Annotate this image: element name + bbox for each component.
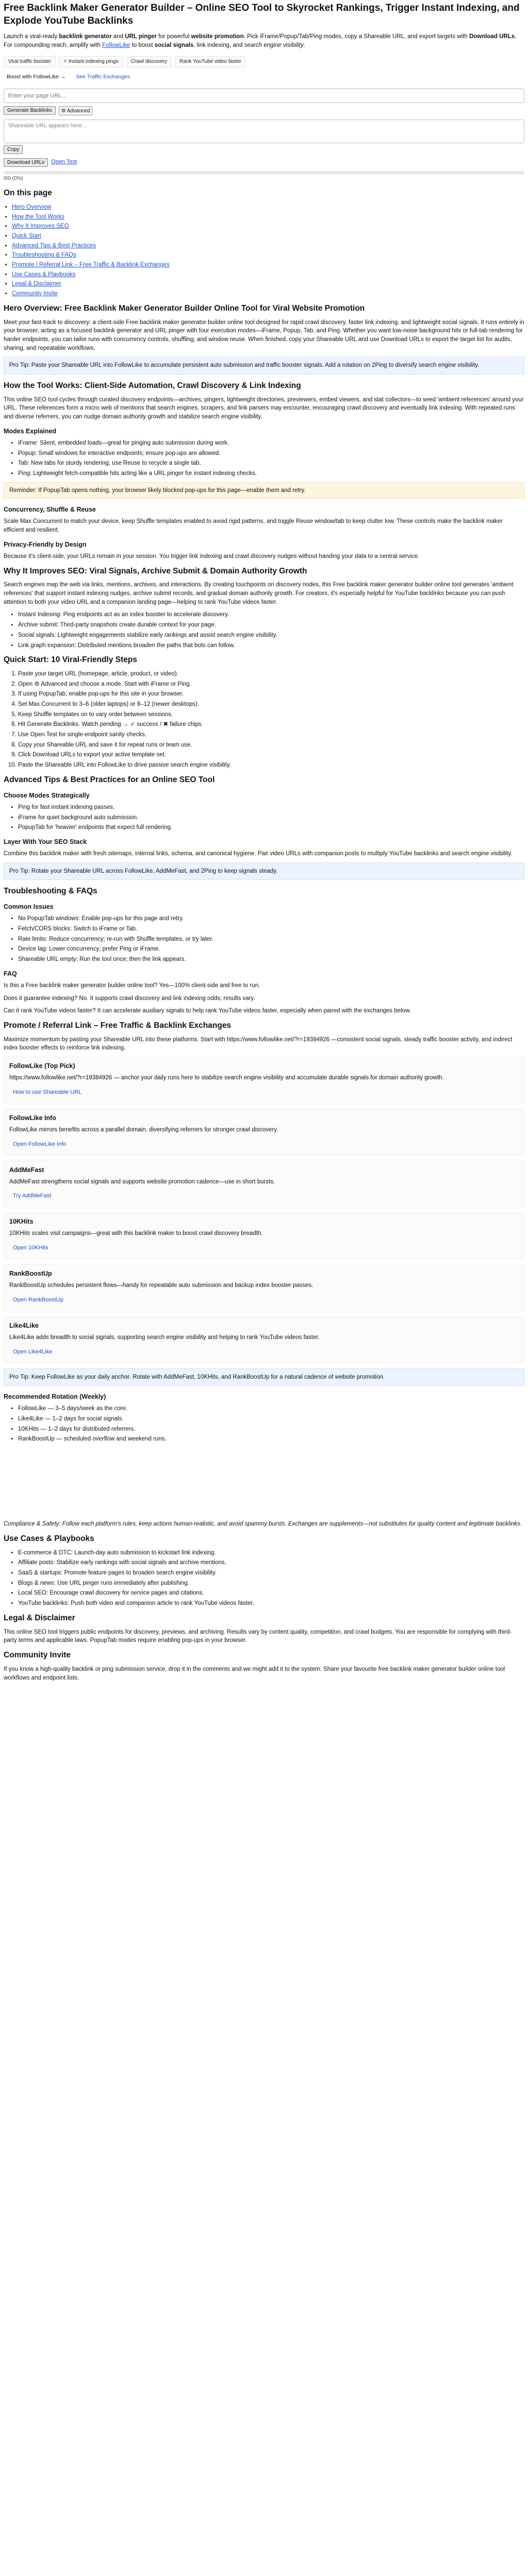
boost-followlike-link[interactable]: Boost with FollowLike → <box>7 74 66 80</box>
intro-text-1: backlink generator <box>59 33 112 40</box>
rotation-item: • FollowLike — 3–5 days/week as the core. <box>18 1404 524 1413</box>
legal-heading: Legal & Disclaimer <box>4 1613 75 1622</box>
usecase-item: • Blogs & news: Use URL pinger runs immediately after publishing. <box>18 1579 524 1588</box>
issue-item: • Shareable URL empty: Run the tool once; then the link appears. <box>18 955 524 964</box>
usecase-item: • YouTube backlinks: Push both video and companion article to rank YouTube videos faster. <box>18 1599 524 1608</box>
layer-paragraph: Combine this backlink maker with fresh sitemaps, internal links, schema, and canonical hygiene. Pair video URLs with companion posts to multiply YouTube backlinks and search engine visibility. <box>4 851 513 857</box>
mode-item: • Tab: New tabs for sturdy rendering; use Reuse to recycle a single tab. <box>18 459 524 468</box>
promo-card-10khits <box>4 1212 524 1259</box>
advanced-tip: Pro Tip: Rotate your Shareable URL across FollowLike, AddMeFast, and 2Ping to keep signals steady. <box>4 862 524 880</box>
traffic-exchanges-link[interactable]: See Traffic Exchanges <box>76 74 130 80</box>
progress <box>4 171 524 183</box>
page-title: Free Backlink Maker Generator Builder – Online SEO Tool to Skyrocket Rankings, Trigger Instant Indexing, and Explode YouTube Backlinks <box>4 3 520 26</box>
quick-step: 6. Hit Generate Backlinks. Watch pending → ✓ success / ✖ failure chips. <box>18 720 524 729</box>
promo-card-title: 10KHits <box>9 1218 34 1226</box>
why-item: • Instant Indexing: Ping endpoints act as an index booster to accelerate discovery. <box>18 611 524 619</box>
toc-link-usecases[interactable]: Use Cases & Playbooks <box>12 271 76 278</box>
url-input[interactable] <box>4 89 524 103</box>
promo-card-button[interactable]: How to use Shareable URL <box>13 1089 82 1095</box>
blank-space <box>4 1448 524 1520</box>
intro-text-14: . <box>303 42 305 49</box>
advanced-mode-toggle[interactable]: ⚙ Advanced <box>59 106 93 115</box>
followlike-link[interactable]: FollowLike <box>102 42 130 49</box>
quick-step: 4. Set Max Concurrent to 3–6 (older laptops) or 8–12 (newer desktops). <box>18 700 524 709</box>
choose-mode-item: • iFrame for quiet background auto submission. <box>18 814 524 822</box>
progress-track <box>4 171 524 174</box>
promo-card-button[interactable]: Open RankBoostUp <box>13 1296 63 1303</box>
mode-item: • iFrame: Silent, embedded loads—great for pinging auto submission during work. <box>18 439 524 448</box>
how-paragraph: This online SEO tool cycles through curated discovery endpoints—archives, pingers, lightweight directories, previewers, embed viewers, and stat collectors—to seed 'ambient references' around your URL. These references form a micro web of mentions that search engines, scrapers, and link parsers may encounter, encouraging crawl discovery and eventually link indexing. With repeated runs and diverse referrers, you can nudge domain authority growth and stabilize search engine visibility. <box>4 396 524 420</box>
intro-text-0: Launch a viral-ready <box>4 33 59 40</box>
usecases-list <box>4 1549 524 1608</box>
copy-button[interactable]: Copy <box>4 145 23 154</box>
quick-step: 7. Use Open Test for single-endpoint sanity checks. <box>18 731 524 739</box>
toc-link-why[interactable]: Why It Improves SEO <box>12 223 69 230</box>
quick-step: 10. Paste the Shareable URL into FollowLike to drive passive search engine visibility. <box>18 761 524 770</box>
progress-text: 0/0 (0%) <box>4 176 23 182</box>
community-paragraph: If you know a high-quality backlink or ping submission service, drop it in the comments and we might add it to the system. Share your favourite free backlink maker generator builder online tool workflows and endpoint lists. <box>4 1666 505 1681</box>
promo-card-title: FollowLike Info <box>9 1114 56 1122</box>
rotation-list <box>4 1404 524 1444</box>
issues-heading: Common Issues <box>4 903 54 911</box>
quick-steps <box>4 670 524 770</box>
layer-heading: Layer With Your SEO Stack <box>4 838 87 845</box>
promo-card-title: RankBoostUp <box>9 1270 52 1278</box>
why-list <box>4 611 524 650</box>
chip-crawl: Crawl discovery <box>126 56 172 68</box>
promo-card-button[interactable]: Open 10KHits <box>13 1245 48 1251</box>
tool-controls <box>4 106 524 115</box>
rotation-item: • Like4Like — 1–2 days for social signals. <box>18 1415 524 1423</box>
intro-text-3: URL pinger <box>125 33 157 40</box>
open-test-link[interactable]: Open Test <box>51 159 77 165</box>
why-item: • Link graph expansion: Distributed mentions broaden the paths that bots can follow. <box>18 641 524 650</box>
intro-text-4: for powerful <box>157 33 191 40</box>
rotation-heading: Recommended Rotation (Weekly) <box>4 1393 106 1401</box>
mode-item: • Popup: Small windows for interactive endpoints; ensure pop-ups are allowed. <box>18 449 524 458</box>
toc-link-how[interactable]: How the Tool Works <box>12 213 64 220</box>
quick-step: 3. If using PopupTab, enable pop-ups for this site in your browser. <box>18 690 524 699</box>
intro-text-2: and <box>111 33 125 40</box>
export-actions <box>4 158 524 167</box>
toc-item <box>12 270 524 279</box>
modes-list <box>4 439 524 478</box>
privacy-heading: Privacy-Friendly by Design <box>4 540 87 548</box>
popup-reminder: Reminder: If PopupTab opens nothing, your browser likely blocked pop-ups for this page—enable them and retry. <box>4 482 524 499</box>
intro-text-10: to boost <box>130 42 155 49</box>
legal-paragraph: This online SEO tool triggers public endpoints for discovery, previews, and archiving. Results vary by content quality, competition, and crawl budgets. You are responsible for complying with third-party terms and applicable laws. PopupTab modes require enabling pop-ups in your browser. <box>4 1629 512 1644</box>
promo-card-rankboostup <box>4 1264 524 1311</box>
promo-card-body: RankBoostUp schedules persistent flows—handy for repeatable auto submission and backup index booster passes. <box>9 1282 314 1289</box>
trouble-heading: Troubleshooting & FAQs <box>4 887 97 896</box>
intro-text-5: website promotion <box>191 33 244 40</box>
overview-heading: Hero Overview: Free Backlink Maker Generator Builder Online Tool for Viral Website Promotion <box>4 303 365 313</box>
toc-item <box>12 251 524 260</box>
promo-card-button[interactable]: Open FollowLike Info <box>13 1141 67 1147</box>
toc-link-legal[interactable]: Legal & Disclaimer <box>12 281 61 287</box>
chip-youtube: Rank YouTube video faster <box>175 56 246 68</box>
concurrency-paragraph: Scale Max Concurrent to match your device, keep Shuffle templates enabled to avoid rigid patterns, and toggle Reuse window/tab to keep clutter low. These controls make the backlink maker efficient and resilient. <box>4 518 503 534</box>
quick-heading: Quick Start: 10 Viral-Friendly Steps <box>4 655 137 665</box>
usecase-item: • SaaS & startups: Promote feature pages to broaden search engine visibility. <box>18 1569 524 1578</box>
toc-link-overview[interactable]: Hero Overview <box>12 204 52 210</box>
choose-mode-item: • PopupTab for 'heavier' endpoints that expect full rendering. <box>18 823 524 832</box>
how-heading: How the Tool Works: Client-Side Automation, Crawl Discovery & Link Indexing <box>4 381 301 390</box>
toc-item <box>12 222 524 231</box>
quick-step: 2. Open ⚙ Advanced and choose a mode. Start with iFrame or Ping. <box>18 680 524 689</box>
faq-item: Is this a Free backlink maker generator builder online tool? Yes—100% client-side and free to run. <box>4 982 260 989</box>
promo-card-button[interactable]: Try AddMeFast <box>13 1193 52 1199</box>
chip-indexing: ⚡ Instant indexing pings <box>59 56 123 68</box>
toc-item <box>12 280 524 289</box>
intro-text-12: , link indexing, and <box>193 42 244 49</box>
faq-item: Can it rank YouTube videos faster? It can accelerate auxiliary signals to help rank YouTube videos faster, especially when paired with the exchanges below. <box>4 1008 411 1014</box>
rotation-item: • RankBoostUp — scheduled overflow and weekend runs. <box>18 1435 524 1444</box>
promo-card-like4like <box>4 1316 524 1363</box>
intro-text-6: . Pick iFrame/Popup/Tab/Ping modes, copy a Shareable URL, and export targets with <box>243 33 469 40</box>
usecase-item: • Affiliate posts: Stabilize early rankings with social signals and archive mentions. <box>18 1558 524 1567</box>
usecases-heading: Use Cases & Playbooks <box>4 1534 94 1543</box>
overview-tip: Pro Tip: Paste your Shareable URL into FollowLike to accumulate persistent auto submission and traffic booster signals. Add a rotation on 2Ping to diversify search engine visibility. <box>4 357 524 375</box>
usecase-item: • E-commerce & DTC: Launch-day auto submission to kickstart link indexing. <box>18 1549 524 1557</box>
faq-heading: FAQ <box>4 970 17 977</box>
faq-item: Does it guarantee indexing? No. It supports crawl discovery and link indexing odds; results vary. <box>4 995 255 1002</box>
why-paragraph: Search engines map the web via links, mentions, archives, and interactions. By creating touchpoints on discovery nodes, this Free backlink maker generator builder online tool generates 'ambient references' that support instant indexing nudges, archive submit records, and gradual domain authority growth. For creators, it's especially helpful for YouTube backlinks because you can push attention to both your video URL and a companion landing page—helping to rank YouTube videos faster. <box>4 582 514 605</box>
promo-card-body: FollowLike mirrors benefits across a parallel domain, diversifying referrers for stronger crawl discovery. <box>9 1127 278 1133</box>
toc-item <box>12 232 524 241</box>
overview-paragraph: Meet your fast-track to discovery: a client-side Free backlink maker generator builder online tool designed for rapid crawl discovery, faster link indexing, and lightweight social signals. It runs entirely in your browser, acting as a focused backlink generator and URL pinger with four execution modes—iFrame, Popup, Tab, and Ping. Whether you want low-noise background hits or full-tab rendering for harder endpoints, you can tailor runs with concurrency controls, shuffling, and window reuse. When finished, copy your Shareable URL and use Download URLs to export the target list for audits, sharing, and repeatable workflows. <box>4 319 524 351</box>
why-heading: Why It Improves SEO: Viral Signals, Archive Submit & Domain Authority Growth <box>4 566 307 575</box>
promote-intro: Maximize momentum by pasting your Shareable URL into these platforms. Start with https://www.followlike.net/?r=19384926 —consistent social signals, steady traffic booster activity, and indirect index booster effects to reinforce link indexing. <box>4 1036 513 1052</box>
why-item: • Social signals: Lightweight engagements stabilize early rankings and assist search engine visibility. <box>18 631 524 640</box>
choose-mode-item: • Ping for fast instant indexing passes. <box>18 803 524 812</box>
quick-step: 1. Paste your target URL (homepage, article, product, or video). <box>18 670 524 679</box>
promo-card-body: https://www.followlike.net/?r=19384926 — anchor your daily runs here to stabilize search engine visibility and accumulate durable signals for domain authority growth. <box>9 1075 444 1081</box>
rotation-item: • 10KHits — 1–2 days for distributed referrers. <box>18 1425 524 1434</box>
promo-card-followlike-info <box>4 1109 524 1156</box>
hero-intro <box>4 32 524 49</box>
issues-list <box>4 914 524 963</box>
promo-card-title: FollowLike (Top Pick) <box>9 1062 75 1070</box>
quick-step: 9. Click Download URLs to export your active template set. <box>18 751 524 759</box>
toc-link-advanced[interactable]: Advanced Tips & Best Practices <box>12 242 96 249</box>
issue-item: • Device lag: Lower concurrency; prefer Ping or iFrame. <box>18 945 524 954</box>
modes-heading: Modes Explained <box>4 427 57 435</box>
why-item: • Archive submit: Third-party snapshots create durable context for your page. <box>18 621 524 630</box>
toc-item <box>12 203 524 212</box>
promo-card-title: AddMeFast <box>9 1166 44 1174</box>
issue-item: • Rate limits: Reduce concurrency; re-run with Shuffle templates, or try later. <box>18 935 524 944</box>
toc-link-trouble[interactable]: Troubleshooting & FAQs <box>12 252 76 259</box>
promo-card-body: Like4Like adds breadth to social signals, supporting search engine visibility and helping to rank YouTube videos faster. <box>9 1334 320 1341</box>
choose-modes-heading: Choose Modes Strategically <box>4 791 90 799</box>
quick-step: 5. Keep Shuffle templates on to vary order between sessions. <box>18 710 524 719</box>
compliance-note: Compliance & Safety: Follow each platform's rules, keep actions human-realistic, and avoid spammy bursts. Exchanges are supplements—not substitutes for quality content and legitimate backlinks. <box>4 1521 522 1528</box>
quick-links <box>4 72 524 82</box>
toc-item <box>12 213 524 222</box>
toc-item <box>12 242 524 250</box>
feature-chips <box>4 56 524 68</box>
toc-link-promote[interactable]: Promote / Referral Link – Free Traffic & Backlink Exchanges <box>12 261 170 268</box>
quick-step: 8. Copy your Shareable URL and save it for repeat runs or team use. <box>18 741 524 750</box>
promo-card-followlike <box>4 1057 524 1104</box>
advanced-heading: Advanced Tips & Best Practices for an Online SEO Tool <box>4 775 215 784</box>
shareable-url-output[interactable]: Shareable URL appears here... <box>4 120 524 143</box>
download-urls-button[interactable]: Download URLs <box>4 158 48 167</box>
promote-tip: Pro Tip: Keep FollowLike as your daily anchor. Rotate with AddMeFast, 10KHits, and RankBoostUp for a natural cadence of website promotion. <box>4 1368 524 1386</box>
toc-link-community[interactable]: Community Invite <box>12 290 58 297</box>
mode-item: • Ping: Lightweight fetch-compatible hits acting like a URL pinger for instant indexing checks. <box>18 469 524 478</box>
promo-card-addmefast <box>4 1161 524 1208</box>
community-heading: Community Invite <box>4 1650 71 1659</box>
toc-title: On this page <box>4 188 52 197</box>
promote-heading: Promote / Referral Link – Free Traffic & Backlink Exchanges <box>4 1021 232 1030</box>
toc-item <box>12 261 524 269</box>
intro-text-8: . For compounding reach, amplify with <box>4 33 517 49</box>
privacy-paragraph: Because it's client-side, your URLs remain in your session. You trigger link indexing and crawl discovery nudges without handing your data to a central service. <box>4 553 420 560</box>
promo-card-title: Like4Like <box>9 1321 39 1329</box>
generate-backlinks-button[interactable]: Generate Backlinks <box>4 106 56 115</box>
chip-viral: Viral traffic booster <box>4 56 56 68</box>
promo-card-button[interactable]: Open Like4Like <box>13 1348 53 1355</box>
output-actions <box>4 145 524 154</box>
intro-text-7: Download URLs <box>469 33 515 40</box>
usecase-item: • Local SEO: Encourage crawl discovery for service pages and citations. <box>18 1589 524 1598</box>
toc-link-quick[interactable]: Quick Start <box>12 232 41 239</box>
choose-modes-list <box>4 803 524 832</box>
intro-text-11: social signals <box>154 42 194 49</box>
toc-item <box>12 290 524 298</box>
issue-item: • No PopupTab windows: Enable pop-ups for this page and retry. <box>18 914 524 923</box>
concurrency-heading: Concurrency, Shuffle & Reuse <box>4 506 96 514</box>
promo-card-body: 10KHits scales visit campaigns—great with this backlink maker to boost crawl discovery breadth. <box>9 1230 263 1237</box>
intro-text-13: search engine visibility <box>244 42 304 49</box>
issue-item: • Fetch/CORS blocks: Switch to iFrame or Tab. <box>18 925 524 934</box>
promo-card-body: AddMeFast strengthens social signals and supports website promotion cadence—use in short bursts. <box>9 1178 275 1185</box>
toc-list <box>4 203 524 298</box>
